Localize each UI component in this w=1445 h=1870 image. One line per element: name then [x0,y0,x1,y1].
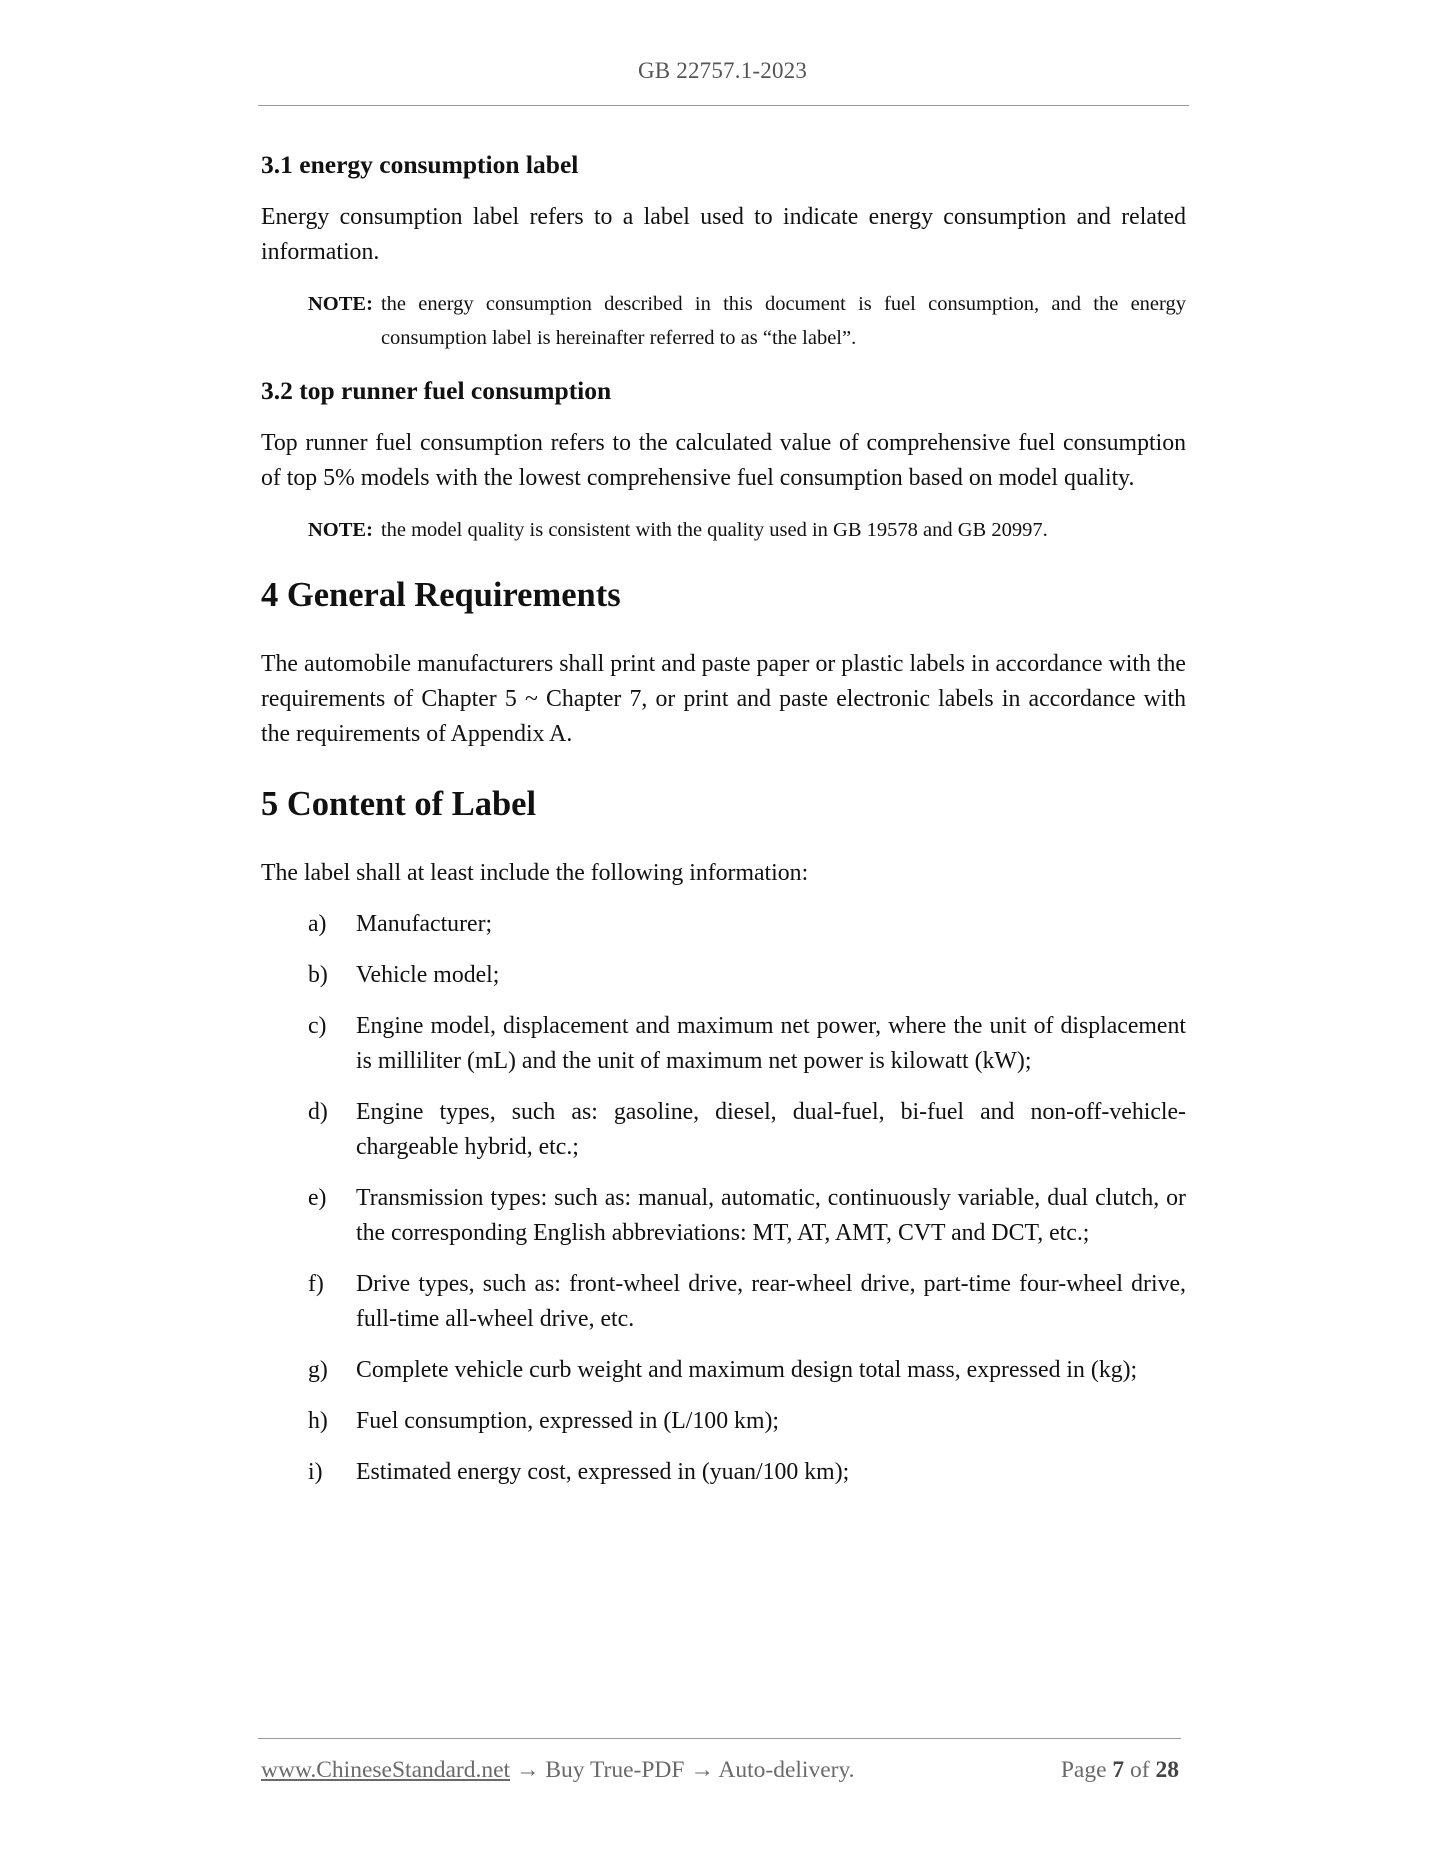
list-item [261,1009,1186,1079]
page-header: GB 22757.1-2023 [637,58,808,83]
list-marker: g) [308,1357,328,1383]
list-item [261,1181,1186,1251]
site-link[interactable]: www.ChineseStandard.net [261,1757,511,1783]
section-3-1-title: 3.1 energy consumption label [261,150,579,179]
label-content-list [261,907,1186,1490]
note-label: NOTE: [308,519,373,541]
total-pages-number: 28 [1155,1757,1179,1783]
list-text: Estimated energy cost, expressed in (yuan/100 km); [356,1459,850,1485]
list-text: Fuel consumption, expressed in (L/100 km); [356,1408,779,1434]
list-marker: e) [308,1185,327,1211]
footer-tagline: → Buy True-PDF → Auto-delivery. [510,1757,855,1783]
section-3-1-note [261,287,1186,355]
list-marker: f) [308,1271,324,1297]
list-marker: d) [308,1099,328,1125]
list-text: Complete vehicle curb weight and maximum design total mass, expressed in (kg); [356,1357,1138,1383]
list-item [261,1404,1186,1439]
footer-divider [258,1738,1181,1739]
list-item [261,1353,1186,1388]
list-item [261,1095,1186,1165]
page-content [261,148,1186,1490]
list-text: Engine model, displacement and maximum net power, where the unit of displacement is milliliter (mL) and the unit of maximum net power is kilowatt (kW); [356,1013,1186,1074]
section-3-2-note [261,513,1186,547]
current-page-number: 7 [1112,1757,1125,1783]
section-3-1-body: Energy consumption label refers to a label used to indicate energy consumption and related information. [261,204,1186,265]
header-divider [258,105,1189,106]
note-text: the model quality is consistent with the quality used in GB 19578 and GB 20997. [380,519,1048,541]
page-indicator [1061,1757,1179,1784]
section-5-intro: The label shall at least include the following information: [261,860,809,886]
list-item [261,1455,1186,1490]
section-3-2-title: 3.2 top runner fuel consumption [261,376,612,405]
list-text: Drive types, such as: front-wheel drive, rear-wheel drive, part-time four-wheel drive, full-time all-wheel drive, etc. [356,1271,1186,1332]
list-marker: i) [308,1459,323,1485]
list-text: Engine types, such as: gasoline, diesel, dual-fuel, bi-fuel and non-off-vehicle-chargeable hybrid, etc.; [356,1099,1186,1160]
list-marker: a) [308,911,327,937]
list-text: Transmission types: such as: manual, automatic, continuously variable, dual clutch, or the corresponding English abbreviations: MT, AT, AMT, CVT and DCT, etc.; [356,1185,1186,1246]
section-4-body: The automobile manufacturers shall print and paste paper or plastic labels in accordance with the requirements of Chapter 5 ~ Chapter 7, or print and paste electronic labels in accordance with the requirements of Appendix A. [261,651,1186,747]
of-word: of [1130,1757,1150,1783]
note-text: the energy consumption described in this document is fuel consumption, and the energy consumption label is hereinafter referred to as “the label”. [380,293,1186,349]
note-label: NOTE: [308,293,373,315]
section-3-2-body: Top runner fuel consumption refers to the calculated value of comprehensive fuel consumption of top 5% models with the lowest comprehensive fuel consumption based on model quality. [261,430,1186,491]
page-word: Page [1060,1757,1107,1783]
list-marker: c) [308,1013,327,1039]
footer-promo [261,1757,855,1784]
list-text: Vehicle model; [356,962,500,988]
section-5-title: 5 Content of Label [261,785,537,823]
list-marker: h) [308,1408,328,1434]
list-item [261,958,1186,993]
list-text: Manufacturer; [356,911,493,937]
list-item [261,907,1186,942]
section-4-title: 4 General Requirements [261,576,621,614]
list-marker: b) [308,962,328,988]
list-item [261,1267,1186,1337]
page-footer [261,1757,1179,1789]
